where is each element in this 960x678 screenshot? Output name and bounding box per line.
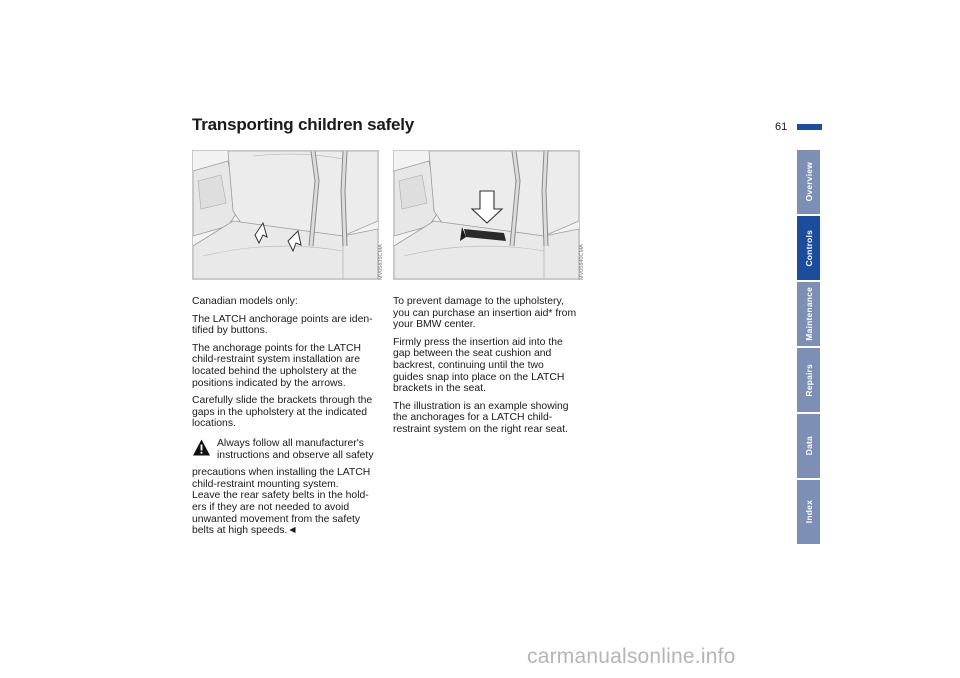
tab-overview[interactable] [797, 150, 820, 214]
tab-label: Controls [803, 229, 814, 267]
tab-maintenance[interactable] [797, 282, 820, 346]
right-text-column [393, 296, 583, 442]
paragraph: Canadian models only: [192, 296, 298, 307]
latch-anchorage-illustration [192, 150, 379, 280]
paragraph: To prevent damage to the upholstery, you can purchase an insertion aid* from your BMW center. [393, 296, 577, 331]
left-text-column [192, 296, 382, 543]
page-number-marker [797, 124, 822, 130]
warning-triangle-icon [192, 438, 211, 457]
paragraph: Firmly press the insertion aid into the gap between the seat cushion and backrest, continuing until the two guides snap into place on the LATCH brackets in the seat. [393, 336, 565, 395]
tab-repairs[interactable] [797, 348, 820, 412]
paragraph: The LATCH anchorage points are iden- tified by buttons. [192, 313, 373, 337]
warning-text: Always follow all manufacturer's instructions and observe all safety [217, 437, 374, 461]
figure-code: MV05835CMA [378, 244, 384, 280]
safety-warning [192, 438, 382, 537]
tab-data[interactable] [797, 414, 820, 478]
warning-text: precautions when installing the LATCH child-restraint mounting system. Leave the rear safety belts in the hold- ers if they are not needed to avoid unwanted movement from the safety belts at high speeds.◄ [192, 467, 371, 537]
page-title: Transporting children safely [192, 115, 415, 134]
section-tabs [797, 150, 820, 546]
paragraph: Carefully slide the brackets through the gaps in the upholstery at the indicated locations. [192, 395, 373, 430]
tab-label: Data [803, 436, 814, 456]
tab-label: Maintenance [803, 287, 814, 341]
watermark: carmanualsonline.info [527, 645, 736, 668]
tab-label: Repairs [803, 363, 814, 397]
tab-controls[interactable] [797, 216, 820, 280]
tab-label: Overview [803, 162, 814, 202]
paragraph: The anchorage points for the LATCH child-restraint system installation are located behind the upholstery at the positions indicated by the arrows. [192, 342, 362, 389]
page-number: 61 [775, 121, 788, 133]
tab-index[interactable] [797, 480, 820, 544]
insertion-aid-illustration [393, 150, 580, 280]
figure-code: MV05840CMA [579, 244, 585, 280]
tab-label: Index [803, 500, 814, 524]
paragraph: The illustration is an example showing the anchorages for a LATCH child- restraint system on the right rear seat. [393, 400, 569, 435]
